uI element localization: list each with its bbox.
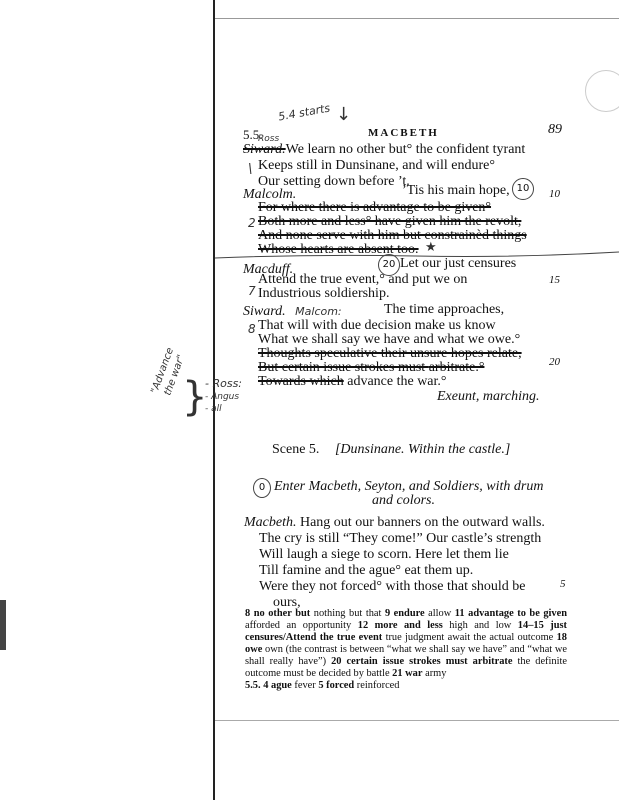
handwritten-ross-above: Ross (258, 134, 280, 144)
verse-line-19: Thoughts speculative their unsure hopes relate, (258, 346, 522, 361)
handwritten-8: 8 (248, 322, 256, 336)
verse-line-20-end: arbitrate.° (428, 360, 485, 375)
top-scan-line (215, 18, 619, 19)
footnote-term: 18 owe (245, 632, 567, 655)
footnote-gloss: afforded an opportunity (245, 620, 358, 631)
arrow-down-icon: ↓ (336, 104, 352, 125)
s5-verse-line-1: Hang out our banners on the outward walls. (299, 515, 545, 530)
running-title: MACBETH (368, 127, 439, 139)
scene-heading (272, 442, 510, 458)
speaker-malcolm: Malcolm. (243, 187, 297, 202)
speaker-macbeth: Macbeth. (244, 515, 297, 530)
handwritten-note-top: 5.4 starts (277, 101, 332, 124)
stage-direction-2: and colors. (372, 493, 435, 508)
s5-line-number-5: 5 (560, 578, 566, 590)
verse-line-14b: Let our just censures (400, 256, 517, 271)
footnote-gloss: allow (424, 608, 455, 619)
footnote-term: 20 certain issue strokes must arbitrate (331, 656, 513, 667)
line-number-10: 10 (549, 188, 560, 200)
verse-line-20-text: But certain issue strokes must (258, 360, 429, 375)
star-icon: ★ (425, 240, 437, 255)
verse-line-13: And none serve with him but constrainèd things (258, 228, 527, 243)
verse-line-18: What we shall say we have and what we owe.° (258, 332, 521, 347)
section-number: 5.5. (243, 127, 263, 142)
speech-siward-1 (243, 142, 525, 158)
footnote-term: 12 more and less (357, 620, 443, 631)
line-number-15: 15 (549, 274, 560, 286)
footnote-term: 4 ague (263, 680, 292, 691)
handwritten-7: 7 (248, 284, 256, 298)
exit-direction: Exeunt, marching. (437, 389, 540, 404)
speaker-siward-2: Siward. (243, 304, 286, 319)
verse-line-9: Keeps still in Dunsinane, and will endure° (258, 158, 495, 173)
stage-direction-1: Enter Macbeth, Seyton, and Soldiers, with drum (274, 479, 544, 494)
handwritten-ross: - Ross: (205, 377, 243, 390)
macbeth-speech-1 (244, 515, 545, 531)
verse-line-21-rest: advance the war.° (343, 374, 447, 389)
page-number: 89 (548, 122, 562, 137)
handwritten-malcolm: Malcom: (295, 305, 342, 318)
footnote-gloss: own (the contrast is between “what we shall say we have” and “what we shall really have”) (245, 644, 567, 667)
footnote-gloss: army (422, 668, 447, 679)
s5-verse-line-3: Will laugh a siege to scorn. Here let them lie (259, 547, 509, 562)
verse-line-10a: Our setting down before ’t. (258, 174, 410, 189)
s5-verse-line-6: ours, (273, 595, 301, 610)
verse-line-16b: The time approaches, (384, 302, 505, 317)
footnote-term: 14–15 just censures/Attend the true event (245, 620, 567, 643)
footnote-term: 9 endure (384, 608, 425, 619)
bottom-scan-line (215, 720, 619, 721)
handwritten-advance-the-war: "Advance the war" (149, 346, 188, 398)
footnote-term: 5.5. (245, 680, 261, 691)
footnotes (245, 608, 567, 692)
handwritten-angus: - Angus (205, 392, 240, 402)
verse-line-21-struck: Towards which (258, 374, 344, 389)
footnote-term: 11 advantage to be given (454, 608, 568, 619)
scene-setting: [Dunsinane. Within the castle.] (334, 442, 511, 457)
footnote-gloss: nothing but that (310, 608, 385, 619)
verse-line-8: We learn no other but° the confident tyrant (285, 142, 526, 157)
circled-0-annotation: 0 (253, 478, 271, 498)
verse-line-17: That will with due decision make us know (258, 318, 496, 333)
footnote-gloss: the definite outcome must be decided by battle (245, 656, 567, 679)
handwritten-2: 2 (248, 216, 256, 230)
binder-mark (0, 600, 6, 650)
circled-10-annotation: 10 (512, 178, 534, 200)
s5-verse-line-4: Till famine and the ague° eat them up. (259, 563, 474, 578)
speaker-macduff: Macduff. (243, 262, 294, 277)
footnote-term: 21 war (392, 668, 423, 679)
verse-line-14a: Whose hearts are absent too. (258, 242, 419, 257)
verse-line-12: Both more and less° have given him the revolt, (258, 214, 522, 229)
brace-icon: } (182, 374, 208, 420)
footnote-term: 5 forced (318, 680, 355, 691)
verse-line-16: Industrious soldiership. (258, 286, 390, 301)
footnote-gloss: reinforced (354, 680, 400, 691)
footnote-term: 8 no other but (245, 608, 311, 619)
s5-verse-line-2: The cry is still “They come!” Our castle’s strength (259, 531, 542, 546)
footnote-gloss: high and low (442, 620, 518, 631)
handwritten-slash: \ (248, 162, 253, 177)
verse-line-11: For where there is advantage to be given° (258, 200, 492, 215)
footnote-gloss: true judgment await the actual outcome (382, 632, 557, 643)
punch-hole-mark (585, 70, 619, 112)
line-number-20: 20 (549, 356, 560, 368)
speaker-siward: Siward. (243, 142, 286, 157)
verse-line-21 (258, 374, 447, 390)
circled-20-annotation: 20 (378, 254, 400, 276)
footnote-gloss: fever (291, 680, 319, 691)
scene-number: Scene 5. (272, 442, 320, 457)
handwritten-all: - all (205, 404, 222, 414)
verse-line-15: Attend the true event,° and put we on (258, 272, 468, 287)
verse-line-10b: ’Tis his main hope, (402, 183, 510, 198)
s5-verse-line-5: Were they not forced° with those that should be (259, 579, 526, 594)
